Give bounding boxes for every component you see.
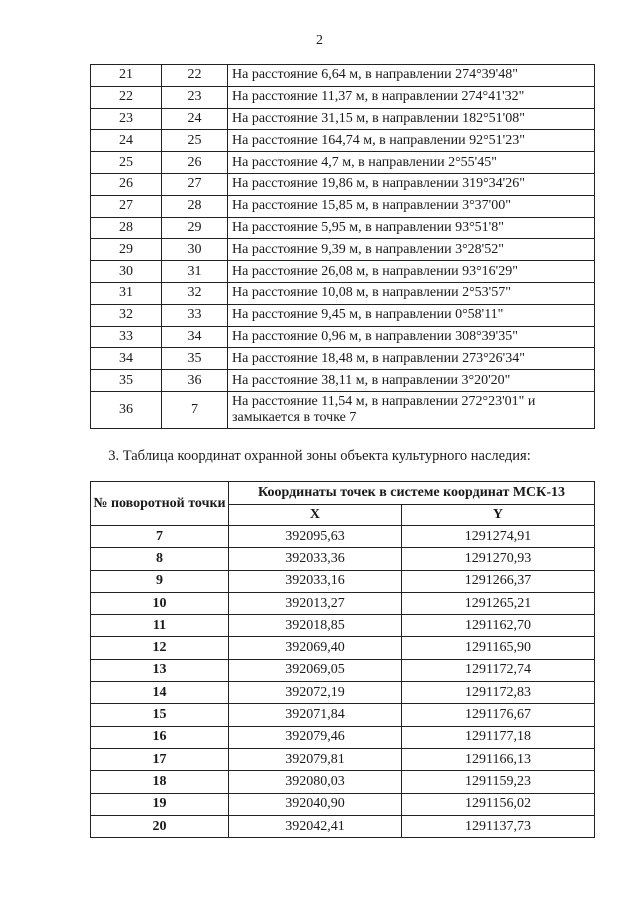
point-number: 20	[91, 815, 229, 837]
boundary-from-point: 34	[91, 348, 162, 370]
boundary-description: На расстояние 9,45 м, в направлении 0°58'11"	[228, 304, 595, 326]
boundary-row	[91, 86, 595, 108]
coordinate-x: 392069,05	[229, 659, 402, 681]
boundary-description: На расстояние 6,64 м, в направлении 274°39'48"	[228, 65, 595, 87]
coordinate-y: 1291177,18	[401, 726, 594, 748]
coordinate-y: 1291165,90	[401, 637, 594, 659]
boundary-from-point: 28	[91, 217, 162, 239]
boundary-description: На расстояние 5,95 м, в направлении 93°51'8"	[228, 217, 595, 239]
boundary-row	[91, 326, 595, 348]
coordinate-row	[91, 570, 595, 592]
boundary-row	[91, 173, 595, 195]
section-heading: 3. Таблица координат охранной зоны объекта культурного наследия:	[108, 448, 531, 464]
boundary-row	[91, 152, 595, 174]
boundary-description: На расстояние 4,7 м, в направлении 2°55'45"	[228, 152, 595, 174]
boundary-row	[91, 282, 595, 304]
boundary-to-point: 22	[162, 65, 228, 87]
boundary-from-point: 23	[91, 108, 162, 130]
boundary-from-point: 27	[91, 195, 162, 217]
page-number: 2	[316, 33, 323, 48]
boundary-row	[91, 239, 595, 261]
coordinate-row	[91, 793, 595, 815]
boundary-description: На расстояние 15,85 м, в направлении 3°37'00"	[228, 195, 595, 217]
coordinate-y: 1291274,91	[401, 526, 594, 548]
coordinate-x: 392033,36	[229, 548, 402, 570]
coordinate-x: 392095,63	[229, 526, 402, 548]
coordinate-row	[91, 592, 595, 614]
boundary-to-point: 26	[162, 152, 228, 174]
coordinate-y: 1291159,23	[401, 771, 594, 793]
boundary-from-point: 35	[91, 370, 162, 392]
coordinate-x: 392080,03	[229, 771, 402, 793]
coordinate-row	[91, 548, 595, 570]
boundary-from-point: 29	[91, 239, 162, 261]
boundary-from-point: 36	[91, 391, 162, 428]
boundary-row	[91, 195, 595, 217]
coordinate-x: 392040,90	[229, 793, 402, 815]
coordinate-y: 1291162,70	[401, 615, 594, 637]
coordinate-x: 392079,81	[229, 748, 402, 770]
coordinate-x: 392069,40	[229, 637, 402, 659]
header-coordinate-system: Координаты точек в системе координат МСК-13	[229, 482, 595, 505]
boundary-description: На расстояние 9,39 м, в направлении 3°28'52"	[228, 239, 595, 261]
boundary-description: На расстояние 0,96 м, в направлении 308°39'35"	[228, 326, 595, 348]
boundary-to-point: 30	[162, 239, 228, 261]
coordinate-x: 392079,46	[229, 726, 402, 748]
coordinate-y: 1291137,73	[401, 815, 594, 837]
coordinate-y: 1291172,74	[401, 659, 594, 681]
boundary-from-point: 26	[91, 173, 162, 195]
boundary-from-point: 24	[91, 130, 162, 152]
boundary-from-point: 33	[91, 326, 162, 348]
header-y: Y	[401, 505, 594, 526]
boundary-description: На расстояние 38,11 м, в направлении 3°20'20"	[228, 370, 595, 392]
boundary-row	[91, 391, 595, 428]
boundary-to-point: 29	[162, 217, 228, 239]
point-number: 13	[91, 659, 229, 681]
boundary-description-table	[90, 64, 595, 429]
boundary-to-point: 24	[162, 108, 228, 130]
point-number: 8	[91, 548, 229, 570]
coordinate-x: 392013,27	[229, 592, 402, 614]
point-number: 11	[91, 615, 229, 637]
coordinate-row	[91, 726, 595, 748]
boundary-to-point: 31	[162, 261, 228, 283]
boundary-row	[91, 348, 595, 370]
coordinate-y: 1291166,13	[401, 748, 594, 770]
coordinate-row	[91, 748, 595, 770]
coordinate-x: 392071,84	[229, 704, 402, 726]
coordinate-x: 392033,16	[229, 570, 402, 592]
coordinate-row	[91, 526, 595, 548]
boundary-from-point: 21	[91, 65, 162, 87]
coordinate-row	[91, 637, 595, 659]
point-number: 7	[91, 526, 229, 548]
coordinates-table	[90, 481, 595, 838]
coordinate-y: 1291156,02	[401, 793, 594, 815]
boundary-to-point: 28	[162, 195, 228, 217]
boundary-description: На расстояние 11,37 м, в направлении 274°41'32"	[228, 86, 595, 108]
boundary-from-point: 32	[91, 304, 162, 326]
coordinate-row	[91, 771, 595, 793]
boundary-to-point: 36	[162, 370, 228, 392]
point-number: 16	[91, 726, 229, 748]
boundary-row	[91, 304, 595, 326]
boundary-description: На расстояние 18,48 м, в направлении 273°26'34"	[228, 348, 595, 370]
point-number: 12	[91, 637, 229, 659]
coordinate-row	[91, 659, 595, 681]
coordinate-x: 392018,85	[229, 615, 402, 637]
boundary-to-point: 32	[162, 282, 228, 304]
coordinate-y: 1291265,21	[401, 592, 594, 614]
boundary-row	[91, 65, 595, 87]
coordinate-row	[91, 682, 595, 704]
boundary-to-point: 33	[162, 304, 228, 326]
boundary-description: На расстояние 31,15 м, в направлении 182°51'08"	[228, 108, 595, 130]
point-number: 10	[91, 592, 229, 614]
header-point-number: № поворотной точки	[91, 482, 229, 526]
boundary-to-point: 34	[162, 326, 228, 348]
header-x: X	[229, 505, 402, 526]
coordinate-x: 392072,19	[229, 682, 402, 704]
coordinate-y: 1291176,67	[401, 704, 594, 726]
boundary-from-point: 25	[91, 152, 162, 174]
boundary-row	[91, 130, 595, 152]
point-number: 18	[91, 771, 229, 793]
coordinate-x: 392042,41	[229, 815, 402, 837]
boundary-description: На расстояние 164,74 м, в направлении 92°51'23"	[228, 130, 595, 152]
boundary-from-point: 31	[91, 282, 162, 304]
point-number: 19	[91, 793, 229, 815]
point-number: 17	[91, 748, 229, 770]
boundary-to-point: 35	[162, 348, 228, 370]
boundary-row	[91, 217, 595, 239]
boundary-row	[91, 108, 595, 130]
boundary-to-point: 23	[162, 86, 228, 108]
boundary-to-point: 25	[162, 130, 228, 152]
boundary-description: На расстояние 26,08 м, в направлении 93°16'29"	[228, 261, 595, 283]
boundary-description: На расстояние 10,08 м, в направлении 2°53'57"	[228, 282, 595, 304]
coordinate-row	[91, 815, 595, 837]
coordinate-row	[91, 615, 595, 637]
coordinate-row	[91, 704, 595, 726]
coordinate-y: 1291270,93	[401, 548, 594, 570]
boundary-to-point: 27	[162, 173, 228, 195]
coordinate-y: 1291172,83	[401, 682, 594, 704]
boundary-row	[91, 261, 595, 283]
boundary-row	[91, 370, 595, 392]
boundary-from-point: 30	[91, 261, 162, 283]
point-number: 15	[91, 704, 229, 726]
boundary-from-point: 22	[91, 86, 162, 108]
point-number: 14	[91, 682, 229, 704]
boundary-to-point: 7	[162, 391, 228, 428]
boundary-description: На расстояние 11,54 м, в направлении 272°23'01" и замыкается в точке 7	[228, 391, 595, 428]
point-number: 9	[91, 570, 229, 592]
coordinate-y: 1291266,37	[401, 570, 594, 592]
boundary-description: На расстояние 19,86 м, в направлении 319°34'26"	[228, 173, 595, 195]
